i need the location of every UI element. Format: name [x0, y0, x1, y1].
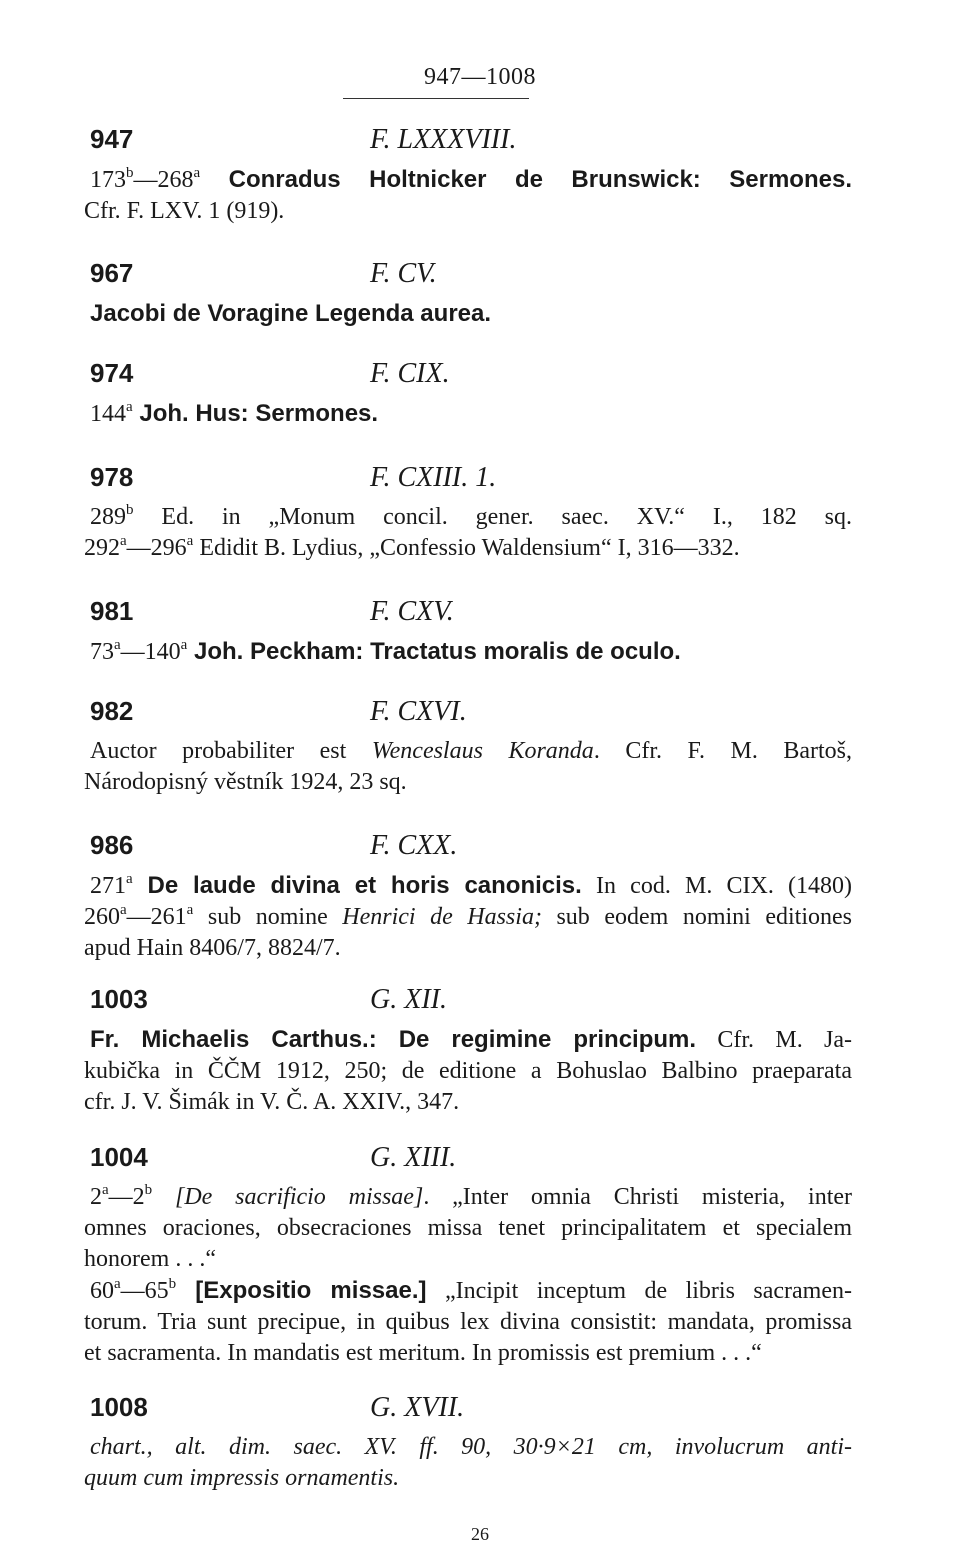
catalogue-entry: [84, 696, 852, 798]
catalogue-entry: [84, 358, 852, 430]
entry-text: torum. Tria sunt precipue, in quibus lex divina consistit: mandata, promissa: [84, 1309, 852, 1335]
bold-title-text: [Expositio missae.]: [176, 1277, 427, 1304]
entry-number: 1004: [90, 1142, 148, 1172]
entry-text-line: [84, 1182, 852, 1213]
entry-text: Edidit B. Lydius, „Confessio Waldensium“ I, 316—332.: [193, 535, 740, 561]
folio-superscript: a: [126, 871, 133, 887]
entry-heading: [84, 596, 852, 636]
entry-number: 947: [90, 124, 134, 154]
folio-superscript: a: [102, 1182, 109, 1198]
entry-text: 173: [90, 167, 126, 193]
entry-heading: [84, 358, 852, 398]
entry-shelfmark: F. CXVI.: [370, 696, 467, 727]
entry-text-line: [84, 636, 852, 668]
entry-number: 986: [90, 830, 134, 860]
entry-text-line: [84, 1213, 852, 1244]
folio-superscript: a: [186, 533, 194, 549]
catalogue-entry: [84, 124, 852, 227]
entry-text: —296: [126, 535, 187, 561]
entry-number: 978: [90, 462, 134, 492]
entry-text: kubička in ČČM 1912, 250; de editione a Bohuslao Balbino praeparata: [84, 1058, 852, 1084]
entry-heading: [84, 984, 852, 1024]
entry-heading: [84, 462, 852, 502]
entry-text: „Incipit inceptum de libris sacramen-: [426, 1278, 852, 1304]
entry-text: 144: [90, 401, 126, 427]
entry-text: Národopisný věstník 1924, 23 sq.: [84, 769, 407, 795]
entry-number: 967: [90, 258, 134, 288]
entry-text: —261: [126, 904, 187, 930]
folio-superscript: a: [114, 637, 121, 653]
entry-shelfmark: G. XVII.: [370, 1392, 465, 1423]
entry-text-line: [84, 196, 852, 227]
entry-text-line: [84, 1056, 852, 1087]
entry-number: 1008: [90, 1392, 148, 1422]
running-head: 947—1008: [424, 64, 536, 90]
entry-shelfmark: F. CIX.: [370, 358, 450, 389]
entry-number: 982: [90, 696, 134, 726]
entry-text: . „Inter omnia Christi misteria, inter: [423, 1184, 853, 1210]
folio-superscript: b: [126, 165, 134, 181]
entry-text-line: [84, 1244, 852, 1275]
entry-text: 2: [90, 1184, 102, 1210]
entry-heading: [84, 830, 852, 870]
entry-text-line: [84, 767, 852, 798]
entry-text: Ed. in „Monum concil. gener. saec. XV.“ I., 182 sq.: [133, 504, 852, 530]
catalogue-entry: [84, 830, 852, 964]
entry-text: —2: [108, 1184, 145, 1210]
entry-text: 289: [90, 504, 126, 530]
bold-title-text: Jacobi de Voragine Legenda aurea.: [90, 300, 492, 327]
entry-text-line: [84, 902, 852, 933]
entry-text-line: [84, 398, 852, 430]
entry-text-line: [84, 533, 852, 564]
entry-shelfmark: G. XIII.: [370, 1142, 457, 1173]
entry-text-line: [84, 1338, 852, 1369]
entry-text-line: [84, 164, 852, 196]
entry-shelfmark: G. XII.: [370, 984, 447, 1015]
entry-text-line: [84, 1087, 852, 1118]
entry-text: apud Hain 8406/7, 8824/7.: [84, 935, 341, 961]
entry-number: 1003: [90, 984, 148, 1014]
italic-text: chart., alt. dim. saec. XV. ff. 90, 30·9×21 cm, involucrum anti-: [90, 1434, 852, 1460]
entry-shelfmark: F. CXV.: [370, 596, 454, 627]
italic-text: [De sacrificio missae]: [175, 1184, 424, 1210]
entry-heading: [84, 124, 852, 164]
entry-shelfmark: F. LXXXVIII.: [370, 124, 517, 155]
bold-title-text: De laude divina et horis canonicis.: [132, 872, 582, 899]
folio-superscript: a: [114, 1276, 121, 1292]
folio-superscript: b: [144, 1182, 153, 1198]
entry-text: sub eodem nomini editiones: [541, 904, 852, 930]
bold-title-text: Conradus Holtnicker de Brunswick: Sermones.: [200, 166, 852, 193]
entry-text: —140: [120, 639, 181, 665]
bold-title-text: Joh. Hus: Sermones.: [132, 400, 379, 427]
entry-text-line: [84, 1463, 852, 1494]
entry-text: Cfr. M. Ja-: [696, 1027, 852, 1053]
catalogue-entry: [84, 596, 852, 668]
entry-heading: [84, 258, 852, 298]
entry-number: 981: [90, 596, 134, 626]
italic-text: Henrici de Hassia;: [342, 904, 542, 930]
page-number: 26: [471, 1524, 489, 1544]
entry-text: 73: [90, 639, 114, 665]
entry-text: sub nomine: [193, 904, 343, 930]
entry-heading: [84, 696, 852, 736]
entry-text-line: [84, 502, 852, 533]
entry-heading: [84, 1142, 852, 1182]
entry-text: 60: [90, 1278, 114, 1304]
entry-text: Cfr. F. LXV. 1 (919).: [84, 198, 285, 224]
catalogue-entry: [84, 1392, 852, 1494]
entry-text-line: [84, 870, 852, 902]
folio-superscript: a: [193, 165, 201, 181]
entry-text: omnes oraciones, obsecraciones missa tenet principalitatem et specialem: [84, 1215, 852, 1241]
entry-text: cfr. J. V. Šimák in V. Č. A. XXIV., 347.: [84, 1089, 460, 1115]
entry-text: —65: [120, 1278, 169, 1304]
entry-text: 260: [84, 904, 120, 930]
entry-number: 974: [90, 358, 134, 388]
catalogue-entry: [84, 258, 852, 330]
entry-text: . Cfr. F. M. Bartoš,: [593, 738, 852, 764]
catalogue-entry: [84, 462, 852, 564]
entry-text-line: [84, 736, 852, 767]
entry-text: 292: [84, 535, 120, 561]
catalogue-entry: [84, 1142, 852, 1369]
entry-text: et sacramenta. In mandatis est meritum. In promissis est premium . . .“: [84, 1340, 762, 1366]
folio-superscript: b: [126, 502, 134, 518]
folio-superscript: b: [168, 1276, 177, 1292]
running-head-rule: [343, 98, 529, 99]
entry-text-line: [84, 1275, 852, 1307]
entry-text-line: [84, 1307, 852, 1338]
entry-text: 271: [90, 873, 126, 899]
entry-text-line: [84, 298, 852, 330]
italic-text: quum cum impressis ornamentis.: [84, 1465, 400, 1491]
entry-text: Auctor probabiliter est: [90, 738, 372, 764]
entry-shelfmark: F. CXX.: [370, 830, 458, 861]
folio-superscript: a: [120, 902, 127, 918]
entry-heading: [84, 1392, 852, 1432]
folio-superscript: a: [120, 533, 127, 549]
folio-superscript: a: [180, 637, 188, 653]
entry-shelfmark: F. CV.: [370, 258, 437, 289]
folio-superscript: a: [186, 902, 194, 918]
bold-title-text: Joh. Peckham: Tractatus moralis de oculo.: [187, 638, 681, 665]
entry-text-line: [84, 933, 852, 964]
entry-text: honorem . . .“: [84, 1246, 216, 1272]
entry-text-line: [84, 1024, 852, 1056]
entry-text: [152, 1184, 175, 1210]
entry-shelfmark: F. CXIII. 1.: [370, 462, 497, 493]
entry-text: In cod. M. CIX. (1480): [581, 873, 852, 899]
entry-text: —268: [133, 167, 194, 193]
entry-text-line: [84, 1432, 852, 1463]
folio-superscript: a: [126, 399, 133, 415]
catalogue-entry: [84, 984, 852, 1118]
italic-text: Wenceslaus Koranda: [371, 738, 594, 764]
bold-title-text: Fr. Michaelis Carthus.: De regimine principum.: [90, 1026, 697, 1053]
